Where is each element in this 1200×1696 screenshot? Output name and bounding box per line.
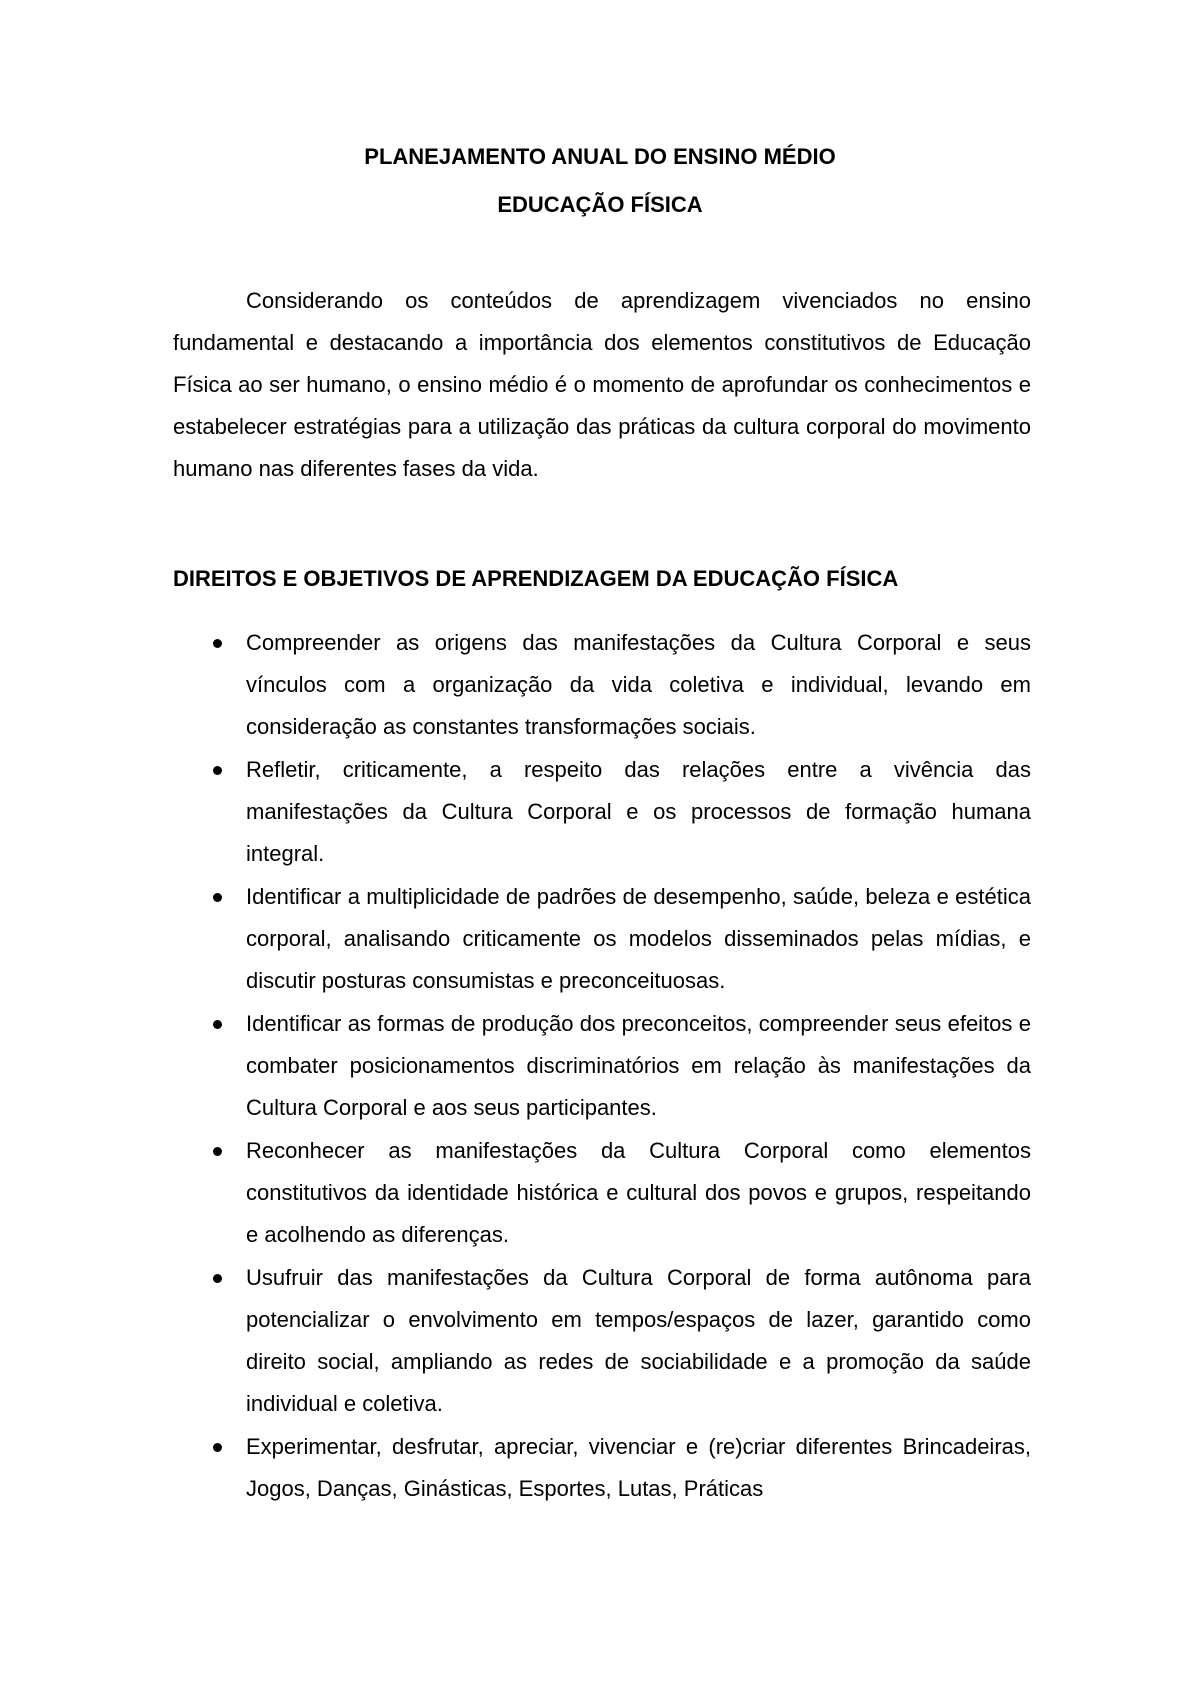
list-item xyxy=(173,1426,1031,1510)
objective-text: Compreender as origens das manifestações da Cultura Corporal e seus vínculos com a organização da vida coletiva e individual, levando em consideração as constantes transformações sociais. xyxy=(246,630,1031,739)
objective-text: Refletir, criticamente, a respeito das relações entre a vivência das manifestações da Cultura Corporal e os processos de formação humana integral. xyxy=(246,757,1031,866)
list-item xyxy=(173,1257,1031,1425)
list-item xyxy=(173,1130,1031,1256)
objectives-list xyxy=(173,622,1031,1511)
objective-text: Identificar as formas de produção dos preconceitos, compreender seus efeitos e combater posicionamentos discriminatórios em relação às manifestações da Cultura Corporal e aos seus participantes. xyxy=(246,1011,1031,1120)
bullet-icon xyxy=(213,1020,222,1029)
list-item xyxy=(173,876,1031,1002)
list-item xyxy=(173,1003,1031,1129)
list-item xyxy=(173,622,1031,748)
list-item xyxy=(173,749,1031,875)
bullet-icon xyxy=(213,893,222,902)
document-subtitle: EDUCAÇÃO FÍSICA xyxy=(497,192,703,217)
objective-text: Identificar a multiplicidade de padrões de desempenho, saúde, beleza e estética corporal, analisando criticamente os modelos disseminados pelas mídias, e discutir posturas consumistas e preconceituosas. xyxy=(246,884,1031,993)
bullet-icon xyxy=(213,1274,222,1283)
bullet-icon xyxy=(213,1147,222,1156)
section-heading: DIREITOS E OBJETIVOS DE APRENDIZAGEM DA EDUCAÇÃO FÍSICA xyxy=(173,566,899,591)
objective-text: Usufruir das manifestações da Cultura Corporal de forma autônoma para potencializar o envolvimento em tempos/espaços de lazer, garantido como direito social, ampliando as redes de sociabilidade e a promoção da saúde individual e coletiva. xyxy=(246,1265,1031,1416)
bullet-icon xyxy=(213,639,222,648)
objective-text: Experimentar, desfrutar, apreciar, vivenciar e (re)criar diferentes Brincadeiras, Jogos, Danças, Ginásticas, Esportes, Lutas, Práticas xyxy=(246,1434,1031,1501)
bullet-icon xyxy=(213,1443,222,1452)
bullet-icon xyxy=(213,766,222,775)
document-title: PLANEJAMENTO ANUAL DO ENSINO MÉDIO xyxy=(364,144,836,169)
intro-paragraph: Considerando os conteúdos de aprendizagem vivenciados no ensino fundamental e destacando a importância dos elementos constitutivos de Educação Física ao ser humano, o ensino médio é o momento de aprofundar os conhecimentos e estabelecer estratégias para a utilização das práticas da cultura corporal do movimento humano nas diferentes fases da vida. xyxy=(173,288,1031,481)
objective-text: Reconhecer as manifestações da Cultura Corporal como elementos constitutivos da identidade histórica e cultural dos povos e grupos, respeitando e acolhendo as diferenças. xyxy=(246,1138,1031,1247)
